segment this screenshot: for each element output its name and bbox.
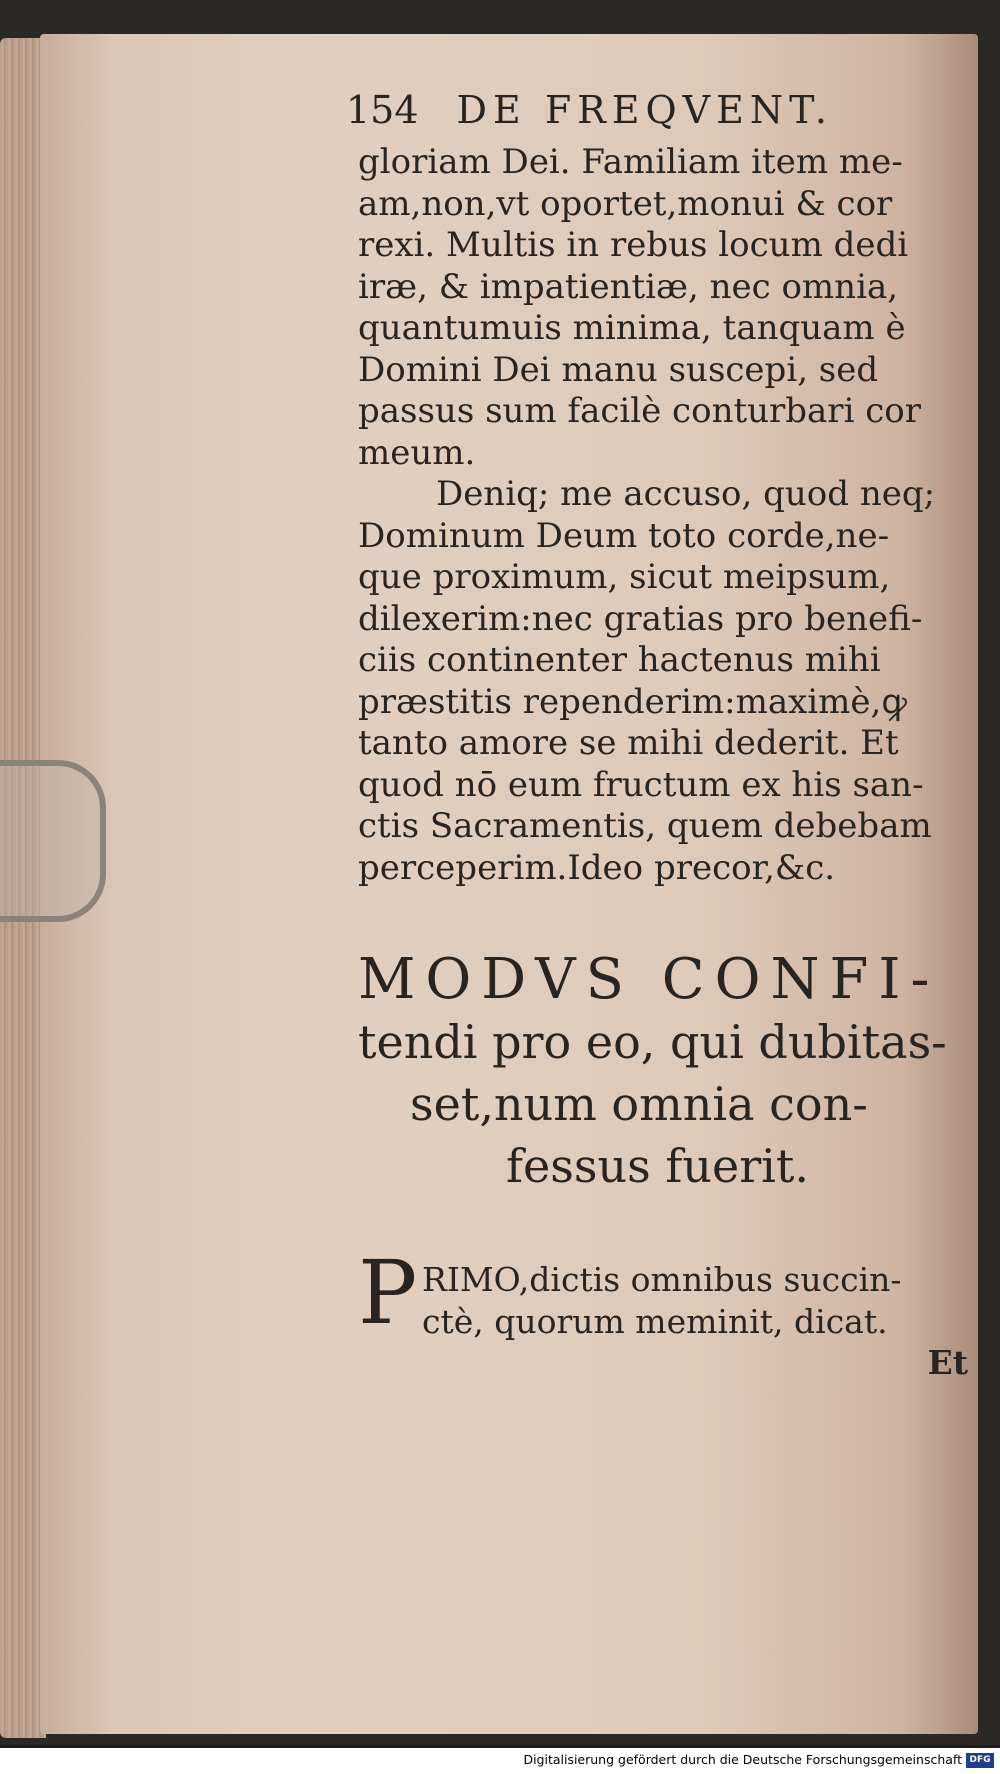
running-header — [346, 78, 988, 142]
text-line: quod nō eum fructum ex his san- — [358, 764, 924, 805]
section-title-line: tendi pro eo, qui dubitas- — [358, 1015, 947, 1069]
running-head-title: DE FREQVENT. — [456, 88, 833, 132]
text-line: ctè, quorum meminit, dicat. — [422, 1301, 888, 1341]
page-text — [346, 78, 988, 1384]
text-line: Deniq; me accuso, quod neq; — [436, 474, 936, 514]
text-line: Domini Dei manu suscepi, sed — [358, 349, 879, 390]
section-title-line: set,num omnia con- — [410, 1077, 868, 1131]
text-line: ctis Sacramentis, quem debebam — [358, 806, 932, 846]
text-line: gloriam Dei. Familiam item me- — [358, 142, 903, 182]
section-title-line: MODVS CONFI- — [358, 947, 940, 1012]
funding-credit: Digitalisierung gefördert durch die Deutsche Forschungsgemeinschaft — [523, 1752, 962, 1767]
section-gap — [358, 1197, 988, 1259]
text-line: iræ, & impatientiæ, nec omnia, — [358, 266, 899, 307]
text-line: am,non,vt oportet,monui & cor — [358, 183, 893, 224]
digitization-footer — [0, 1748, 1000, 1774]
text-line: passus sum facilè conturbari cor — [358, 391, 922, 431]
text-line: præstitis rependerim:maximè,ꝙ — [358, 681, 907, 722]
paragraph-1 — [358, 142, 988, 474]
text-line: ciis continenter hactenus mihi — [358, 640, 881, 680]
text-line: meum. — [358, 432, 476, 473]
text-line: que proximum, sicut meipsum, — [358, 557, 891, 597]
text-line: dilexerim:nec gratias pro benefi- — [358, 598, 923, 639]
section-gap — [358, 889, 988, 949]
paragraph-3 — [358, 1241, 988, 1384]
text-line: quantumuis minima, tanquam è — [358, 308, 906, 348]
text-line: tanto amore se mihi dederit. Et — [358, 723, 899, 763]
paragraph-2 — [358, 474, 988, 889]
section-title-line: fessus fuerit. — [506, 1139, 809, 1193]
catchword: Et — [927, 1343, 968, 1382]
text-line: perceperim.Ideo precor,&c. — [358, 847, 836, 888]
text-line: rexi. Multis in rebus locum dedi — [358, 225, 909, 265]
text-line: Dominum Deum toto corde,ne- — [358, 515, 890, 556]
dfg-logo-icon: DFG — [966, 1753, 994, 1768]
text-line: RIMO,dictis omnibus succin- — [422, 1260, 902, 1299]
drop-initial: P — [358, 1241, 418, 1344]
book-clasp — [0, 760, 106, 922]
page-number: 154 — [346, 88, 419, 132]
section-title — [358, 949, 988, 1197]
